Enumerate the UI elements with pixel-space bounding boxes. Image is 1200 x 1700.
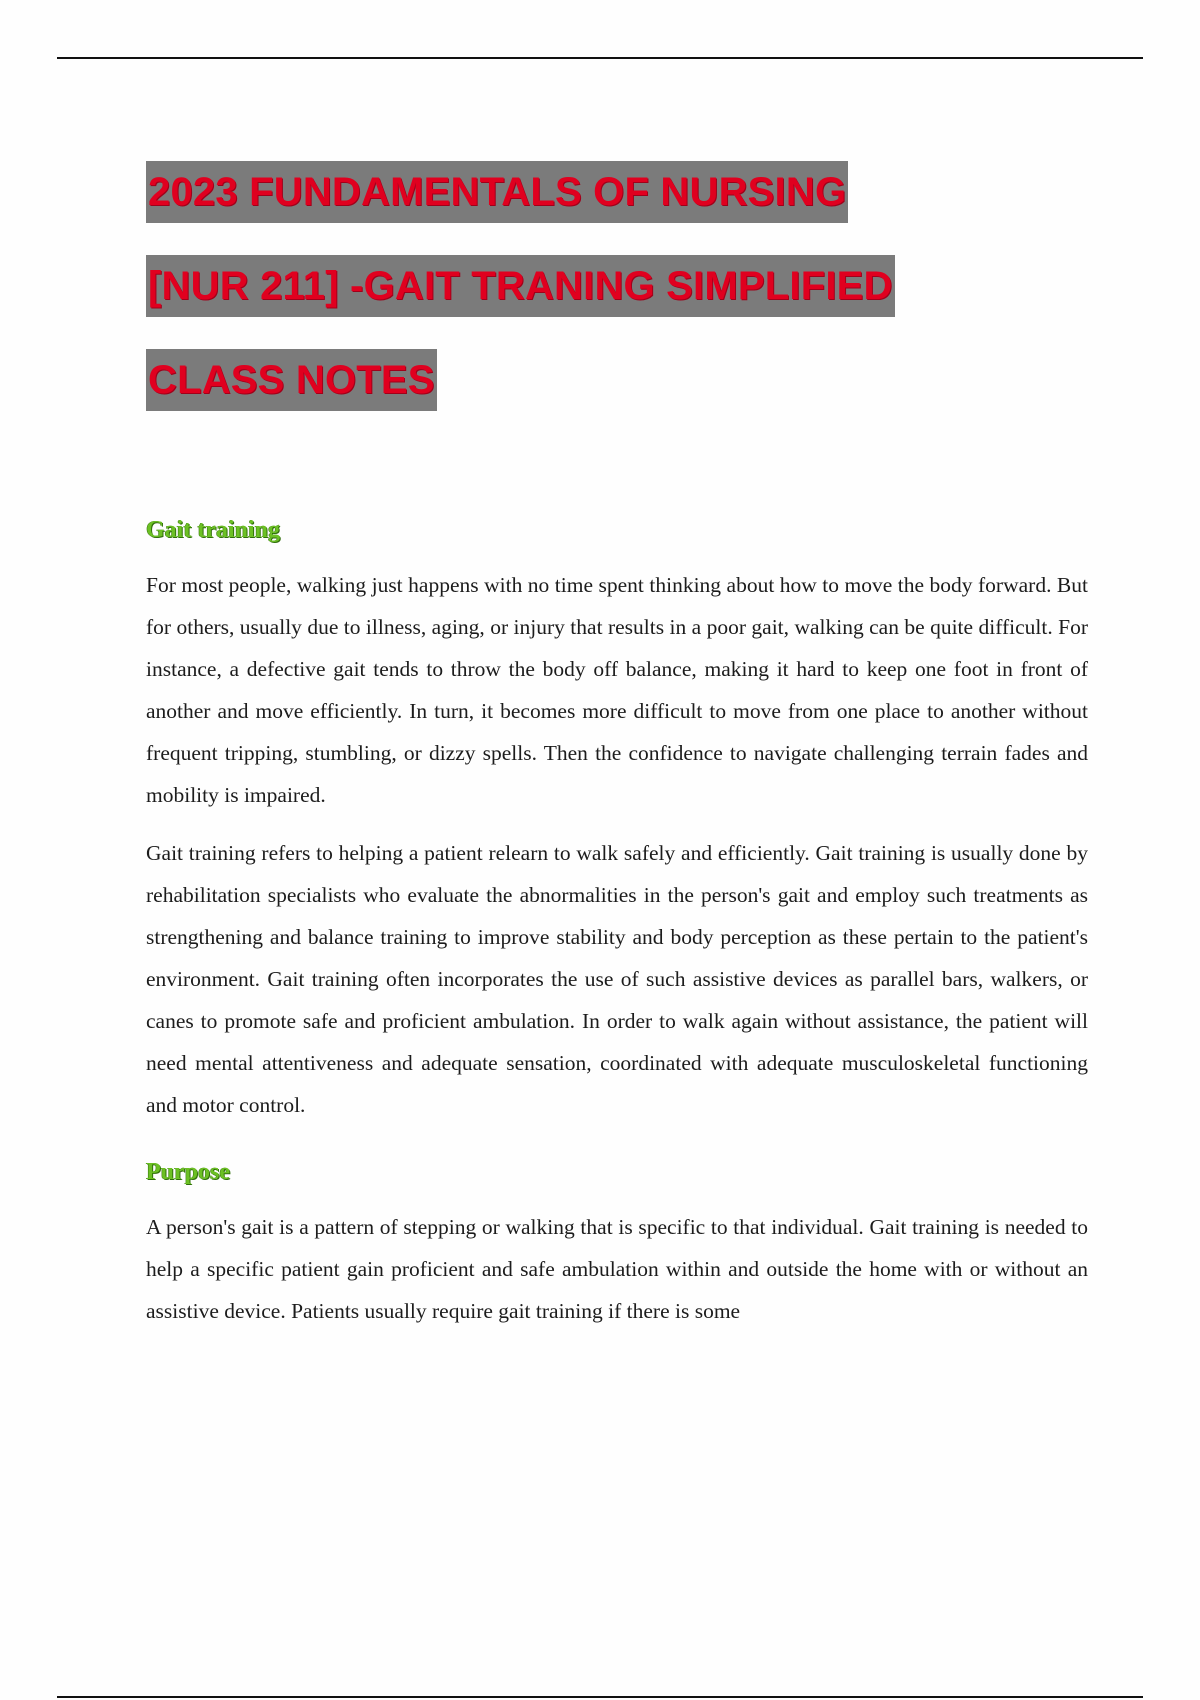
section-gait-training <box>146 500 1088 1126</box>
title-line-2-text: [NUR 211] -GAIT TRANING SIMPLIFIED <box>146 255 895 317</box>
top-rule <box>57 57 1143 59</box>
paragraph-purpose-1: A person's gait is a pattern of stepping or walking that is specific to that individual. Gait training is needed to help a specific patient gain proficient and safe ambulation within and outside the home with or without an assistive device. Patients usually require gait training if there is some <box>146 1215 1088 1323</box>
section-heading-gait-training: Gait training <box>146 517 281 543</box>
section-heading-purpose: Purpose <box>146 1159 230 1185</box>
section-purpose <box>146 1142 1088 1332</box>
bottom-rule <box>57 1696 1143 1698</box>
document-title <box>146 145 1146 427</box>
title-line-1 <box>146 145 1146 239</box>
title-line-1-text: 2023 FUNDAMENTALS OF NURSING <box>146 161 848 223</box>
title-line-3 <box>146 333 1146 427</box>
paragraph-gait-training-2: Gait training refers to helping a patient relearn to walk safely and efficiently. Gait training is usually done by rehabilitation specialists who evaluate the abnormalities in the person's gait and employ such treatments as strengthening and balance training to improve stability and body perception as these pertain to the patient's environment. Gait training often incorporates the use of such assistive devices as parallel bars, walkers, or canes to promote safe and proficient ambulation. In order to walk again without assistance, the patient will need mental attentiveness and adequate sensation, coordinated with adequate musculoskeletal functioning and motor control. <box>146 841 1088 1117</box>
title-line-3-text: CLASS NOTES <box>146 349 437 411</box>
title-line-2 <box>146 239 1146 333</box>
document-body <box>146 500 1088 1348</box>
paragraph-gait-training-1: For most people, walking just happens with no time spent thinking about how to move the body forward. But for others, usually due to illness, aging, or injury that results in a poor gait, walking can be quite difficult. For instance, a defective gait tends to throw the body off balance, making it hard to keep one foot in front of another and move efficiently. In turn, it becomes more difficult to move from one place to another without frequent tripping, stumbling, or dizzy spells. Then the confidence to navigate challenging terrain fades and mobility is impaired. <box>146 573 1088 807</box>
